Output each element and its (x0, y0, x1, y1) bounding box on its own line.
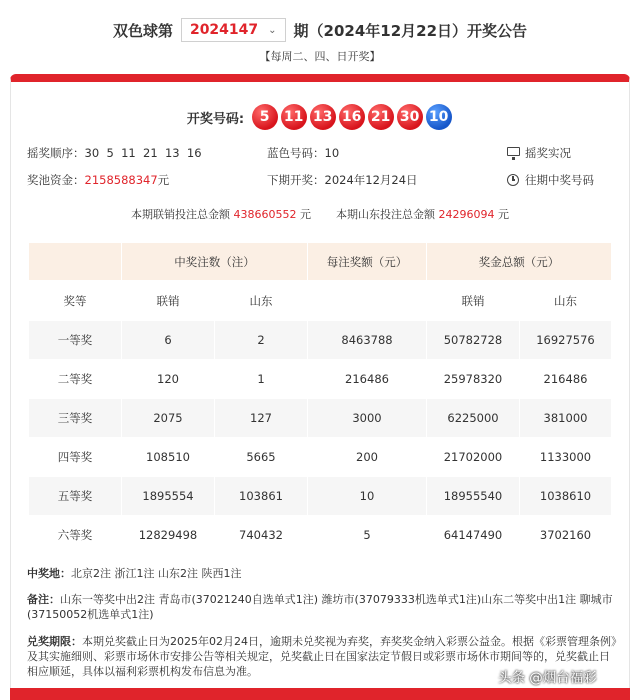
prize-pool-unit: 元 (157, 173, 170, 187)
prize-level: 二等奖 (29, 360, 122, 399)
per-prize-amount: 3000 (308, 399, 427, 438)
blue-number-label: 蓝色号码： (267, 146, 325, 160)
total-national: 50782728 (427, 321, 520, 360)
next-draw (267, 171, 418, 189)
blue-ball: 10 (426, 104, 452, 130)
history-label: 往期中奖号码 (525, 173, 594, 187)
red-ball: 11 (281, 104, 307, 130)
live-draw-link[interactable] (507, 144, 571, 162)
header-per-prize: 每注奖额（元） (308, 243, 427, 281)
winning-numbers-label: 开奖号码: (186, 111, 245, 127)
national-winners: 120 (122, 360, 215, 399)
per-prize-amount: 5 (308, 516, 427, 555)
national-sales-label: 本期联销投注总金额 (131, 208, 230, 221)
table-row (29, 438, 612, 477)
shandong-winners: 1 (215, 360, 308, 399)
issue-select[interactable] (181, 18, 286, 42)
national-winners: 108510 (122, 438, 215, 477)
info-row-2 (27, 171, 617, 189)
monitor-icon (507, 147, 521, 159)
table-row (29, 516, 612, 555)
shandong-winners: 103861 (215, 477, 308, 516)
prize-level: 一等奖 (29, 321, 122, 360)
total-national: 25978320 (427, 360, 520, 399)
per-prize-amount: 10 (308, 477, 427, 516)
red-ball: 30 (397, 104, 423, 130)
header-total: 奖金总额（元） (427, 243, 612, 281)
draw-schedule: 【每周二、四、日开奖】 (259, 50, 381, 63)
total-shandong: 1133000 (520, 438, 612, 477)
total-shandong: 3702160 (520, 516, 612, 555)
shandong-sales-unit: 元 (498, 208, 509, 221)
header-total-shandong: 山东 (520, 281, 612, 321)
table-row (29, 360, 612, 399)
prize-pool-value: 2158588347 (84, 173, 158, 187)
live-draw-label: 摇奖实况 (525, 146, 571, 160)
per-prize-amount: 216486 (308, 360, 427, 399)
national-winners: 12829498 (122, 516, 215, 555)
issue-value: 2024147 (189, 22, 259, 38)
total-shandong: 216486 (520, 360, 612, 399)
shandong-sales-value: 24296094 (438, 208, 495, 221)
history-link[interactable] (507, 171, 594, 189)
header-level: 奖等 (29, 281, 122, 321)
header-total-national: 联销 (427, 281, 520, 321)
shandong-winners: 740432 (215, 516, 308, 555)
shandong-winners: 2 (215, 321, 308, 360)
winner-locations-text: 北京2注 浙江1注 山东2注 陕西1注 (71, 567, 242, 580)
red-ball: 16 (339, 104, 365, 130)
table-row (29, 321, 612, 360)
national-winners: 1895554 (122, 477, 215, 516)
table-row (29, 477, 612, 516)
national-winners: 6 (122, 321, 215, 360)
total-national: 21702000 (427, 438, 520, 477)
sales-summary (11, 206, 629, 222)
header-per-blank (308, 281, 427, 321)
red-ball: 5 (252, 104, 278, 130)
header-national: 联销 (122, 281, 215, 321)
blue-number (267, 144, 339, 162)
info-row-1 (27, 144, 617, 162)
shandong-winners: 5665 (215, 438, 308, 477)
national-sales-value: 438660552 (233, 208, 297, 221)
per-prize-amount: 8463788 (308, 321, 427, 360)
winner-locations-label: 中奖地： (27, 567, 71, 580)
total-national: 6225000 (427, 399, 520, 438)
total-national: 18955540 (427, 477, 520, 516)
blue-number-value: 10 (324, 146, 340, 160)
title-suffix: 期（2024年12月22日）开奖公告 (293, 21, 528, 40)
claim-deadline-label: 兑奖期限： (27, 635, 82, 648)
per-prize-amount: 200 (308, 438, 427, 477)
remarks-text: 山东一等奖中出2注 青岛市(37021240自选单式1注) 潍坊市(37079333机选单式1注)山东二等奖中出1注 聊城市(37150052机选单式1注) (27, 593, 613, 621)
bottom-bar (10, 688, 630, 700)
claim-deadline-text: 本期兑奖截止日为2025年02月24日，逾期未兑奖视为弃奖，弃奖奖金纳入彩票公益金。根据《彩票管理条例》及其实施细则、彩票市场休市安排公告等相关规定，兑奖截止日在国家法定节假日或彩票市场休市期间等的，兑奖截止日相应顺延，具体以福利彩票机构发布信息为准。 (27, 635, 617, 678)
prize-level: 六等奖 (29, 516, 122, 555)
draw-order-value: 30 5 11 21 13 16 (84, 146, 202, 160)
next-draw-value: 2024年12月24日 (324, 173, 418, 187)
prize-level: 四等奖 (29, 438, 122, 477)
prize-pool-label: 奖池资金： (27, 173, 85, 187)
announcement-header (0, 16, 640, 64)
prize-table (28, 242, 612, 555)
history-icon (507, 174, 521, 186)
remarks (27, 592, 617, 622)
draw-order-label: 摇奖顺序： (27, 146, 85, 160)
watermark: 头条 @烟台福彩 (498, 670, 597, 686)
draw-order (27, 144, 202, 162)
total-shandong: 16927576 (520, 321, 612, 360)
total-shandong: 381000 (520, 399, 612, 438)
national-sales-unit: 元 (300, 208, 311, 221)
winning-numbers (11, 104, 629, 130)
winner-locations (27, 566, 617, 581)
national-winners: 2075 (122, 399, 215, 438)
title-row (0, 16, 640, 44)
red-ball: 21 (368, 104, 394, 130)
red-ball: 13 (310, 104, 336, 130)
header-shandong: 山东 (215, 281, 308, 321)
remarks-label: 备注： (27, 593, 60, 606)
result-card (10, 74, 630, 692)
total-national: 64147490 (427, 516, 520, 555)
header-blank (29, 243, 122, 281)
total-shandong: 1038610 (520, 477, 612, 516)
shandong-sales-label: 本期山东投注总金额 (336, 208, 435, 221)
table-row (29, 399, 612, 438)
prize-level: 五等奖 (29, 477, 122, 516)
shandong-winners: 127 (215, 399, 308, 438)
prize-pool (27, 171, 169, 189)
title-prefix: 双色球第 (112, 21, 173, 40)
next-draw-label: 下期开奖： (267, 173, 325, 187)
chevron-down-icon: ⌄ (268, 24, 277, 36)
prize-level: 三等奖 (29, 399, 122, 438)
header-winners: 中奖注数（注） (122, 243, 308, 281)
